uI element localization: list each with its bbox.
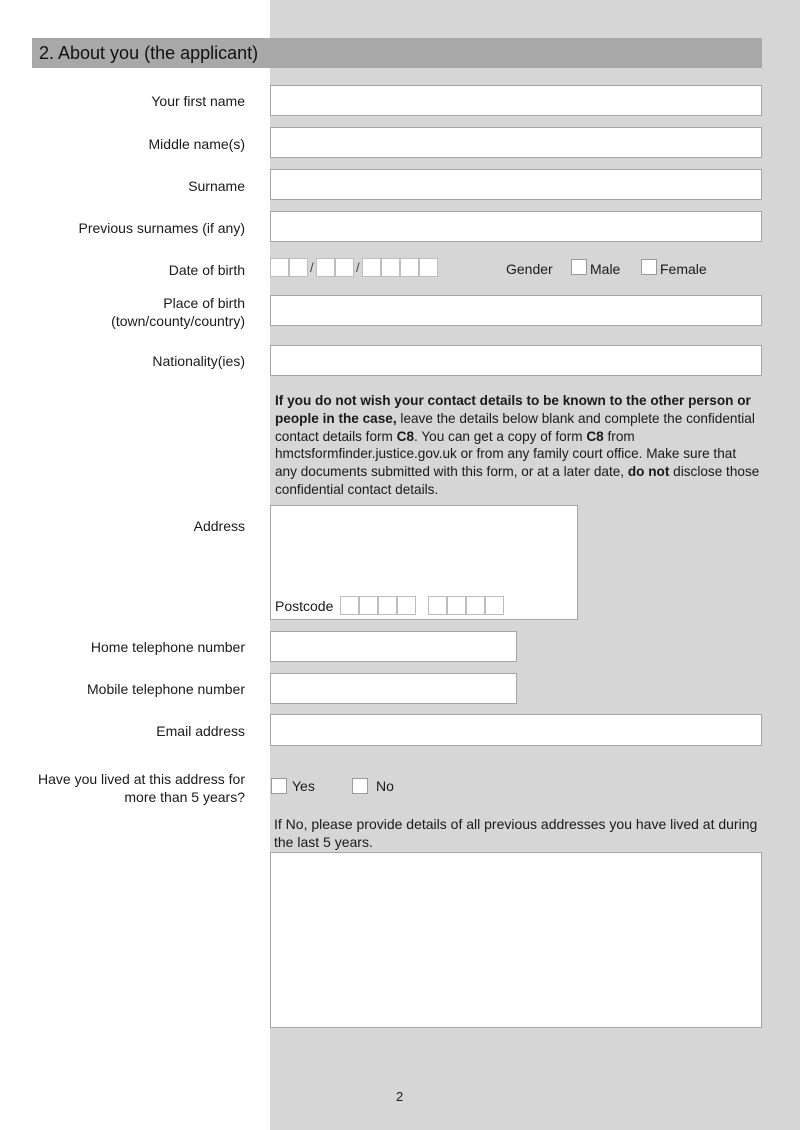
place-of-birth-input[interactable] bbox=[270, 295, 762, 326]
form-code: C8 bbox=[396, 428, 415, 444]
section-header bbox=[32, 38, 762, 68]
lived-yes-label: Yes bbox=[292, 778, 315, 794]
form-code: C8 bbox=[586, 428, 604, 444]
nationality-label: Nationality(ies) bbox=[152, 353, 245, 369]
surname-label: Surname bbox=[188, 178, 245, 194]
lived-no-checkbox[interactable] bbox=[352, 778, 368, 794]
section-title: 2. About you (the applicant) bbox=[39, 43, 259, 63]
lived-at-address-label: Have you lived at this address for bbox=[38, 771, 245, 787]
page-number: 2 bbox=[396, 1089, 404, 1104]
gender-female-checkbox[interactable] bbox=[641, 259, 657, 275]
mobile-phone-input[interactable] bbox=[270, 673, 517, 704]
previous-surnames-input[interactable] bbox=[270, 211, 762, 242]
dob-year-digit-2[interactable] bbox=[381, 258, 400, 277]
dob-separator: / bbox=[310, 260, 314, 275]
address-label: Address bbox=[193, 518, 245, 534]
postcode-cell[interactable] bbox=[340, 596, 359, 615]
postcode-cell[interactable] bbox=[428, 596, 447, 615]
first-name-label: Your first name bbox=[151, 93, 245, 109]
place-of-birth-label: Place of birth bbox=[163, 295, 245, 311]
lived-no-label: No bbox=[376, 778, 394, 794]
dob-year-digit-1[interactable] bbox=[362, 258, 381, 277]
dob-day-digit-1[interactable] bbox=[270, 258, 289, 277]
dob-day-digit-2[interactable] bbox=[289, 258, 308, 277]
email-label: Email address bbox=[156, 723, 245, 739]
gender-label: Gender bbox=[506, 261, 553, 277]
notice-bold-lead: If you do not wish your contact details to be known to the other person or people in the case, bbox=[275, 393, 751, 426]
home-phone-label: Home telephone number bbox=[90, 639, 245, 655]
notice-bold-do-not: do not bbox=[627, 464, 670, 480]
dob-year-digit-4[interactable] bbox=[419, 258, 438, 277]
dob-separator: / bbox=[356, 260, 360, 275]
postcode-cell[interactable] bbox=[359, 596, 378, 615]
lived-yes-checkbox[interactable] bbox=[271, 778, 287, 794]
notice-text: disclose those confidential contact details. bbox=[275, 464, 760, 497]
middle-names-input[interactable] bbox=[270, 127, 762, 158]
surname-input[interactable] bbox=[270, 169, 762, 200]
gender-female-label: Female bbox=[660, 261, 707, 277]
mobile-phone-label: Mobile telephone number bbox=[87, 681, 245, 697]
first-name-input[interactable] bbox=[270, 85, 762, 116]
postcode-label: Postcode bbox=[275, 598, 334, 614]
lived-at-address-sublabel: more than 5 years? bbox=[124, 789, 245, 805]
email-input[interactable] bbox=[270, 714, 762, 746]
postcode-cell[interactable] bbox=[485, 596, 504, 615]
nationality-input[interactable] bbox=[270, 345, 762, 376]
place-of-birth-sublabel: (town/county/country) bbox=[111, 313, 245, 329]
previous-addresses-hint: If No, please provide details of all previous addresses you have lived at during the last 5 years. bbox=[274, 816, 758, 850]
dob-month-digit-1[interactable] bbox=[316, 258, 335, 277]
previous-surnames-label: Previous surnames (if any) bbox=[78, 220, 245, 236]
home-phone-input[interactable] bbox=[270, 631, 517, 662]
postcode-cell[interactable] bbox=[397, 596, 416, 615]
postcode-cell[interactable] bbox=[378, 596, 397, 615]
postcode-cell[interactable] bbox=[447, 596, 466, 615]
notice-text: . You can get a copy of form bbox=[414, 428, 587, 444]
previous-addresses-input[interactable] bbox=[270, 852, 762, 1028]
notice-text: from hmctsformfinder.justice.gov.uk or from any family court office. Make sure that any documents submitted with this form, or at a later date, bbox=[275, 428, 737, 480]
notice-text: leave the details below blank and complete the confidential contact details form bbox=[275, 410, 755, 444]
postcode-cell[interactable] bbox=[466, 596, 485, 615]
confidentiality-notice bbox=[275, 392, 760, 499]
date-of-birth-label: Date of birth bbox=[168, 262, 245, 278]
dob-month-digit-2[interactable] bbox=[335, 258, 354, 277]
middle-names-label: Middle name(s) bbox=[148, 136, 245, 152]
gender-male-label: Male bbox=[590, 261, 621, 277]
dob-year-digit-3[interactable] bbox=[400, 258, 419, 277]
address-input[interactable] bbox=[270, 505, 578, 620]
gender-male-checkbox[interactable] bbox=[571, 259, 587, 275]
